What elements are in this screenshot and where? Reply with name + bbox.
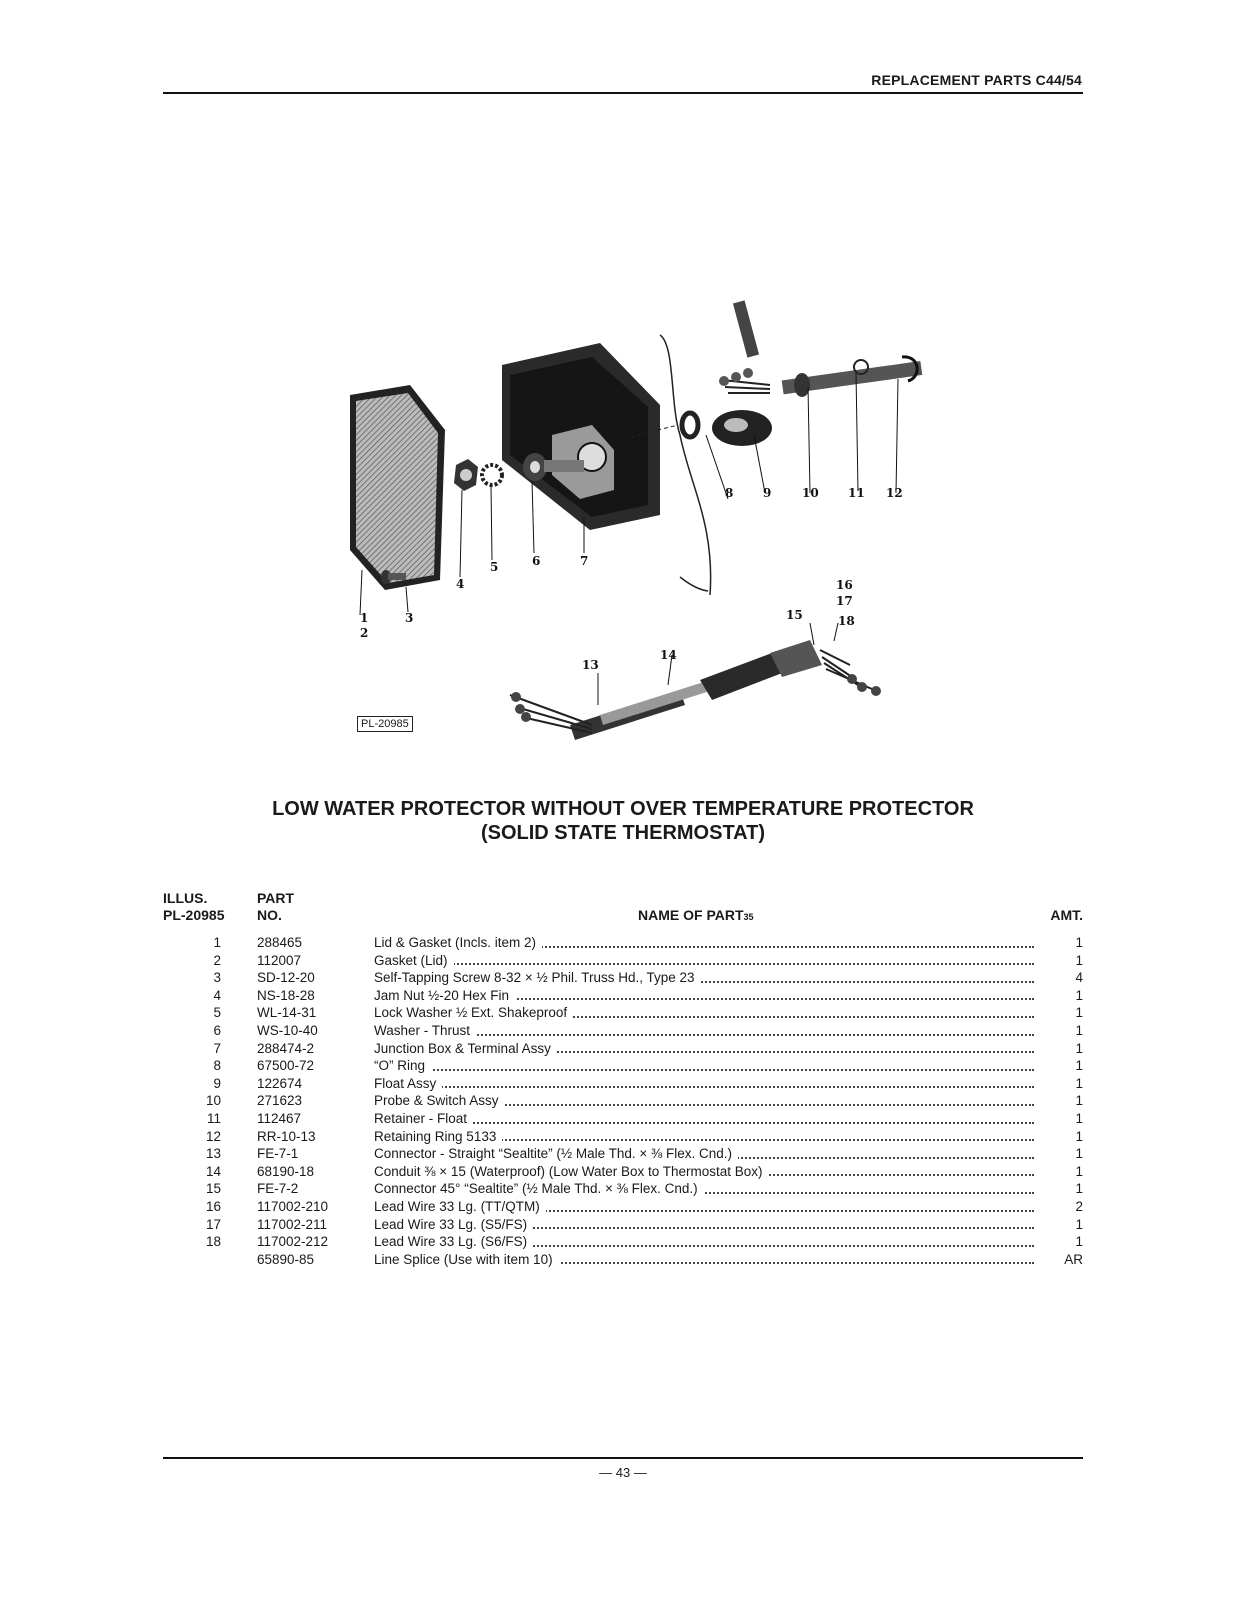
- title-line-1: LOW WATER PROTECTOR WITHOUT OVER TEMPERATURE PROTECTOR: [272, 798, 974, 820]
- footer-rule: [163, 1457, 1083, 1459]
- callout-10: 10: [802, 486, 819, 500]
- exploded-parts-diagram: [330, 285, 930, 740]
- part-number: NS-18-28: [257, 987, 315, 1003]
- part-name: Lock Washer ½ Ext. Shakeproof: [374, 1004, 1034, 1022]
- callout-14: 14: [660, 648, 677, 662]
- callout-1: 1: [360, 611, 369, 625]
- part-number: 112007: [257, 952, 302, 968]
- part-amount: 1: [1075, 1111, 1083, 1126]
- part-amount: 1: [1075, 1234, 1083, 1250]
- part-name: Probe & Switch Assy: [374, 1092, 1034, 1110]
- callout-12: 12: [886, 486, 903, 500]
- part-number: FE-7-2: [257, 1181, 299, 1197]
- header-amt: AMT.: [1050, 907, 1083, 923]
- part-name: Self-Tapping Screw 8-32 × ½ Phil. Truss Hd., Type 23: [374, 969, 1034, 987]
- part-name: Junction Box & Terminal Assy: [374, 1040, 1034, 1058]
- callout-5: 5: [490, 560, 499, 574]
- table-row: [163, 1075, 1083, 1093]
- illus-number: 13: [205, 1146, 221, 1162]
- header-illus: ILLUS. PL-20985: [163, 890, 225, 923]
- part-number: 67500-72: [257, 1058, 315, 1074]
- callout-18: 18: [838, 614, 855, 628]
- callout-13: 13: [582, 658, 599, 672]
- part-name: Lead Wire 33 Lg. (S5/FS): [374, 1216, 1034, 1234]
- part-amount: 1: [1075, 1163, 1083, 1179]
- part-name: Lead Wire 33 Lg. (TT/QTM): [374, 1198, 1034, 1216]
- part-number: 117002-210: [257, 1199, 329, 1214]
- page-number: — 43 —: [599, 1465, 647, 1480]
- illus-number: 5: [213, 1005, 221, 1021]
- lid-drawing: [350, 385, 445, 590]
- part-name: Lead Wire 33 Lg. (S6/FS): [374, 1233, 1034, 1251]
- table-row: [163, 1216, 1083, 1234]
- header-rule: [163, 92, 1083, 94]
- callout-16: 16: [836, 578, 853, 592]
- junction-box-drawing: [502, 343, 660, 530]
- table-row: [163, 952, 1083, 970]
- callout-17: 17: [836, 594, 853, 608]
- part-number: RR-10-13: [257, 1128, 316, 1144]
- part-number: 117002-211: [257, 1216, 328, 1232]
- illus-number: 3: [213, 970, 221, 986]
- callout-11: 11: [848, 486, 865, 500]
- illus-number: 18: [205, 1234, 221, 1250]
- part-number: WS-10-40: [257, 1023, 318, 1038]
- part-name: Jam Nut ½-20 Hex Fin: [374, 987, 1034, 1005]
- part-amount: 1: [1075, 1058, 1083, 1074]
- part-name: Line Splice (Use with item 10): [374, 1251, 1034, 1269]
- part-amount: AR: [1064, 1251, 1083, 1267]
- part-name: Conduit ⅜ × 15 (Waterproof) (Low Water Box to Thermostat Box): [374, 1163, 1034, 1181]
- part-amount: 1: [1075, 1146, 1083, 1162]
- part-name: Float Assy: [374, 1075, 1034, 1093]
- table-row: [163, 1128, 1083, 1146]
- part-name: Lid & Gasket (Incls. item 2): [374, 934, 1034, 952]
- table-row: [163, 1251, 1083, 1269]
- table-row: [163, 1004, 1083, 1022]
- part-amount: 1: [1075, 1075, 1083, 1091]
- part-name: “O” Ring: [374, 1057, 1034, 1075]
- page-title: [163, 797, 1083, 845]
- part-name: Retainer - Float: [374, 1110, 1034, 1128]
- table-row: [163, 1092, 1083, 1110]
- part-number: 271623: [257, 1093, 303, 1109]
- part-amount: 2: [1075, 1199, 1083, 1214]
- part-number: 65890-85: [257, 1251, 315, 1267]
- callout-4: 4: [456, 577, 465, 591]
- part-number: WL-14-31: [257, 1005, 317, 1021]
- table-row: [163, 1022, 1083, 1040]
- header-name-of-part: NAME OF PART35: [638, 907, 754, 923]
- callout-8: 8: [725, 486, 734, 500]
- part-name: Connector - Straight “Sealtite” (½ Male Thd. × ⅜ Flex. Cnd.): [374, 1145, 1034, 1163]
- illus-number: 17: [205, 1216, 221, 1232]
- part-number: 117002-212: [257, 1234, 329, 1250]
- header-part-no: PART NO.: [257, 890, 295, 923]
- part-number: FE-7-1: [257, 1146, 299, 1162]
- table-row: [163, 1145, 1083, 1163]
- callout-6: 6: [532, 554, 541, 568]
- callout-3: 3: [405, 611, 414, 625]
- part-amount: 4: [1075, 970, 1083, 986]
- illus-number: 1: [213, 935, 221, 950]
- figure-label: PL-20985: [357, 716, 413, 732]
- table-row: [163, 1233, 1083, 1251]
- table-row: [163, 1110, 1083, 1128]
- part-amount: 1: [1075, 935, 1083, 950]
- part-name: Gasket (Lid): [374, 952, 1034, 970]
- probe-switch-drawing: [719, 300, 922, 397]
- table-row: [163, 969, 1083, 987]
- table-row: [163, 1040, 1083, 1058]
- illus-number: 12: [205, 1128, 221, 1144]
- part-amount: 1: [1075, 1005, 1083, 1021]
- callout-9: 9: [763, 486, 772, 500]
- illus-number: 16: [205, 1199, 221, 1214]
- title-line-2: (SOLID STATE THERMOSTAT): [480, 822, 766, 844]
- table-row: [163, 1057, 1083, 1075]
- table-row: [163, 1163, 1083, 1181]
- callout-15: 15: [786, 608, 803, 622]
- illus-number: 7: [213, 1040, 221, 1056]
- callout-7: 7: [580, 554, 589, 568]
- part-number: 288465: [257, 935, 303, 950]
- illus-number: 10: [205, 1093, 221, 1109]
- part-amount: 1: [1075, 1040, 1083, 1056]
- part-amount: 1: [1075, 987, 1083, 1003]
- part-amount: 1: [1075, 1216, 1083, 1232]
- illus-number: 4: [213, 987, 221, 1003]
- table-row: [163, 987, 1083, 1005]
- table-row: [163, 934, 1083, 952]
- illus-number: 15: [205, 1181, 221, 1197]
- conduit-assembly-drawing: [510, 640, 881, 740]
- table-row: [163, 1180, 1083, 1198]
- part-amount: 1: [1075, 1181, 1083, 1197]
- illus-number: 2: [213, 952, 221, 968]
- part-number: 112467: [257, 1111, 302, 1126]
- part-amount: 1: [1075, 1093, 1083, 1109]
- part-amount: 1: [1075, 952, 1083, 968]
- part-name: Washer - Thrust: [374, 1022, 1034, 1040]
- illus-number: 14: [205, 1163, 221, 1179]
- illus-number: 11: [206, 1111, 221, 1126]
- part-amount: 1: [1075, 1023, 1083, 1038]
- part-number: 68190-18: [257, 1163, 315, 1179]
- illus-number: 6: [213, 1023, 221, 1038]
- part-name: Retaining Ring 5133: [374, 1128, 1034, 1146]
- part-number: SD-12-20: [257, 970, 315, 986]
- part-amount: 1: [1075, 1128, 1083, 1144]
- illus-number: 9: [213, 1075, 221, 1091]
- part-number: 122674: [257, 1075, 303, 1091]
- callout-2: 2: [360, 626, 369, 640]
- part-number: 288474-2: [257, 1040, 315, 1056]
- table-row: [163, 1198, 1083, 1216]
- part-name: Connector 45° “Sealtite” (½ Male Thd. × ⅜ Flex. Cnd.): [374, 1180, 1034, 1198]
- illus-number: 8: [213, 1058, 221, 1074]
- page-header-title: REPLACEMENT PARTS C44/54: [871, 72, 1082, 88]
